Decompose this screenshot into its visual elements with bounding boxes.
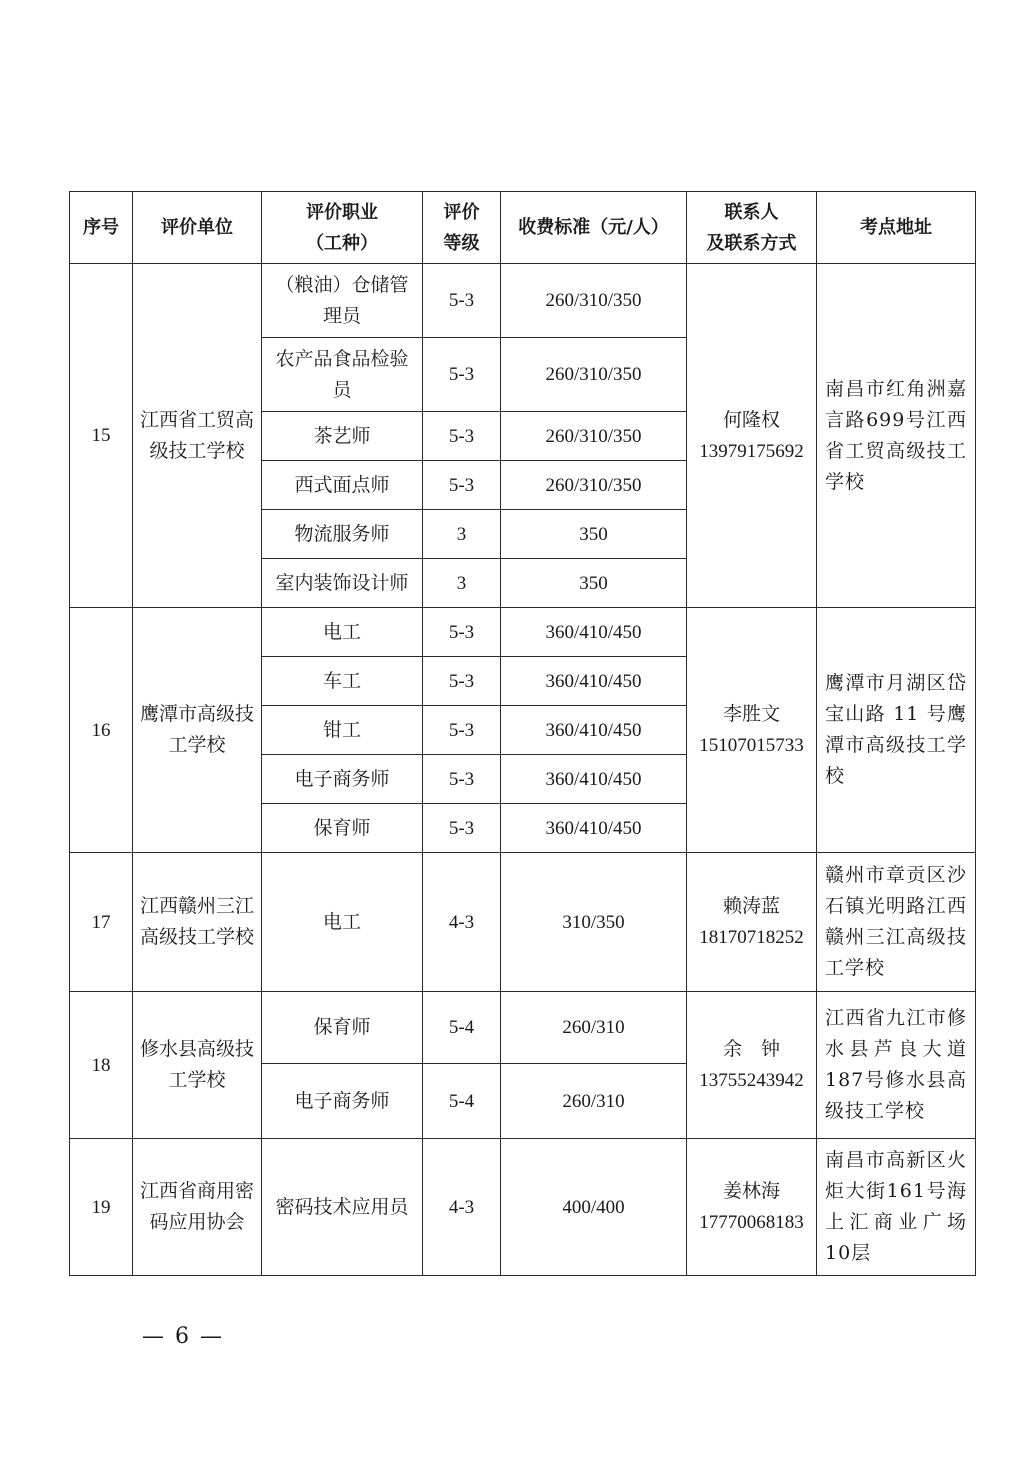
occupation-cell: 保育师	[262, 992, 423, 1064]
unit-cell: 鹰潭市高级技工学校	[133, 608, 262, 853]
header-level-line2: 等级	[443, 232, 480, 254]
level-cell: 5-4	[423, 1064, 501, 1139]
unit-cell: 江西赣州三江高级技工学校	[133, 853, 262, 992]
level-cell: 5-3	[423, 657, 501, 706]
level-cell: 5-3	[423, 264, 501, 338]
occupation-cell: 西式面点师	[262, 461, 423, 510]
header-fee: 收费标准（元/人）	[501, 192, 687, 264]
occupation-cell: 电工	[262, 853, 423, 992]
fee-cell: 350	[501, 559, 687, 608]
unit-cell: 江西省工贸高级技工学校	[133, 264, 262, 608]
occupation-cell: 密码技术应用员	[262, 1139, 423, 1276]
fee-cell: 360/410/450	[501, 755, 687, 804]
address-cell: 南昌市高新区火炬大街161号海上汇商业广场10层	[817, 1139, 976, 1276]
header-occupation-line1: 评价职业	[306, 201, 378, 223]
occupation-cell: 电子商务师	[262, 1064, 423, 1139]
occupation-cell: 车工	[262, 657, 423, 706]
header-address: 考点地址	[817, 192, 976, 264]
fee-cell: 360/410/450	[501, 706, 687, 755]
contact-cell	[687, 853, 817, 992]
fee-cell: 310/350	[501, 853, 687, 992]
unit-cell: 修水县高级技工学校	[133, 992, 262, 1139]
fee-cell: 360/410/450	[501, 657, 687, 706]
fee-cell: 260/310/350	[501, 412, 687, 461]
level-cell: 5-3	[423, 412, 501, 461]
seq-cell: 17	[70, 853, 133, 992]
contact-cell	[687, 1139, 817, 1276]
occupation-cell: 茶艺师	[262, 412, 423, 461]
address-cell: 赣州市章贡区沙石镇光明路江西赣州三江高级技工学校	[817, 853, 976, 992]
header-level-line1: 评价	[443, 201, 480, 223]
contact-phone: 17770068183	[699, 1212, 804, 1233]
fee-cell: 360/410/450	[501, 804, 687, 853]
fee-cell: 400/400	[501, 1139, 687, 1276]
contact-phone: 15107015733	[699, 735, 804, 756]
contact-cell	[687, 992, 817, 1139]
header-row	[70, 192, 976, 264]
level-cell: 3	[423, 510, 501, 559]
seq-cell: 16	[70, 608, 133, 853]
header-occupation	[262, 192, 423, 264]
header-level	[423, 192, 501, 264]
fee-cell: 260/310/350	[501, 461, 687, 510]
evaluation-table	[69, 191, 976, 1276]
table-row	[70, 992, 976, 1064]
level-cell: 5-3	[423, 706, 501, 755]
header-unit: 评价单位	[133, 192, 262, 264]
contact-cell	[687, 264, 817, 608]
contact-phone: 13755243942	[699, 1070, 804, 1091]
fee-cell: 360/410/450	[501, 608, 687, 657]
occupation-cell: 保育师	[262, 804, 423, 853]
header-contact-line2: 及联系方式	[706, 232, 797, 254]
fee-cell: 260/310/350	[501, 264, 687, 338]
level-cell: 5-3	[423, 608, 501, 657]
contact-name: 李胜文	[722, 703, 780, 725]
table-body	[70, 264, 976, 1276]
contact-phone: 13979175692	[699, 440, 804, 462]
occupation-cell: 物流服务师	[262, 510, 423, 559]
seq-cell: 19	[70, 1139, 133, 1276]
unit-cell: 江西省商用密码应用协会	[133, 1139, 262, 1276]
header-contact	[687, 192, 817, 264]
fee-cell: 260/310/350	[501, 338, 687, 412]
occupation-cell: 农产品食品检验员	[262, 338, 423, 412]
header-contact-line1: 联系人	[724, 201, 779, 223]
contact-phone: 18170718252	[699, 927, 804, 948]
page-number: — 6 —	[142, 1324, 224, 1349]
level-cell: 3	[423, 559, 501, 608]
table-row	[70, 264, 976, 338]
level-cell: 5-3	[423, 338, 501, 412]
contact-name: 何隆权	[722, 408, 780, 431]
seq-cell: 18	[70, 992, 133, 1139]
occupation-cell: 电子商务师	[262, 755, 423, 804]
fee-cell: 260/310	[501, 992, 687, 1064]
table-row	[70, 1139, 976, 1276]
seq-cell: 15	[70, 264, 133, 608]
occupation-cell: （粮油）仓储管理员	[262, 264, 423, 338]
level-cell: 5-3	[423, 755, 501, 804]
contact-name: 余 钟	[722, 1038, 780, 1060]
contact-name: 赖涛蓝	[722, 895, 780, 917]
occupation-cell: 钳工	[262, 706, 423, 755]
address-cell: 南昌市红角洲嘉言路699号江西省工贸高级技工学校	[817, 264, 976, 608]
level-cell: 5-3	[423, 804, 501, 853]
level-cell: 4-3	[423, 853, 501, 992]
table-row	[70, 853, 976, 992]
address-cell: 江西省九江市修水县芦良大道187号修水县高级技工学校	[817, 992, 976, 1139]
contact-name: 姜林海	[722, 1180, 780, 1202]
table-row	[70, 608, 976, 657]
level-cell: 4-3	[423, 1139, 501, 1276]
level-cell: 5-4	[423, 992, 501, 1064]
fee-cell: 350	[501, 510, 687, 559]
occupation-cell: 电工	[262, 608, 423, 657]
occupation-cell: 室内装饰设计师	[262, 559, 423, 608]
level-cell: 5-3	[423, 461, 501, 510]
header-occupation-line2: （工种）	[306, 232, 378, 254]
fee-cell: 260/310	[501, 1064, 687, 1139]
contact-cell	[687, 608, 817, 853]
address-cell: 鹰潭市月湖区岱宝山路 11 号鹰潭市高级技工学校	[817, 608, 976, 853]
header-seq: 序号	[70, 192, 133, 264]
